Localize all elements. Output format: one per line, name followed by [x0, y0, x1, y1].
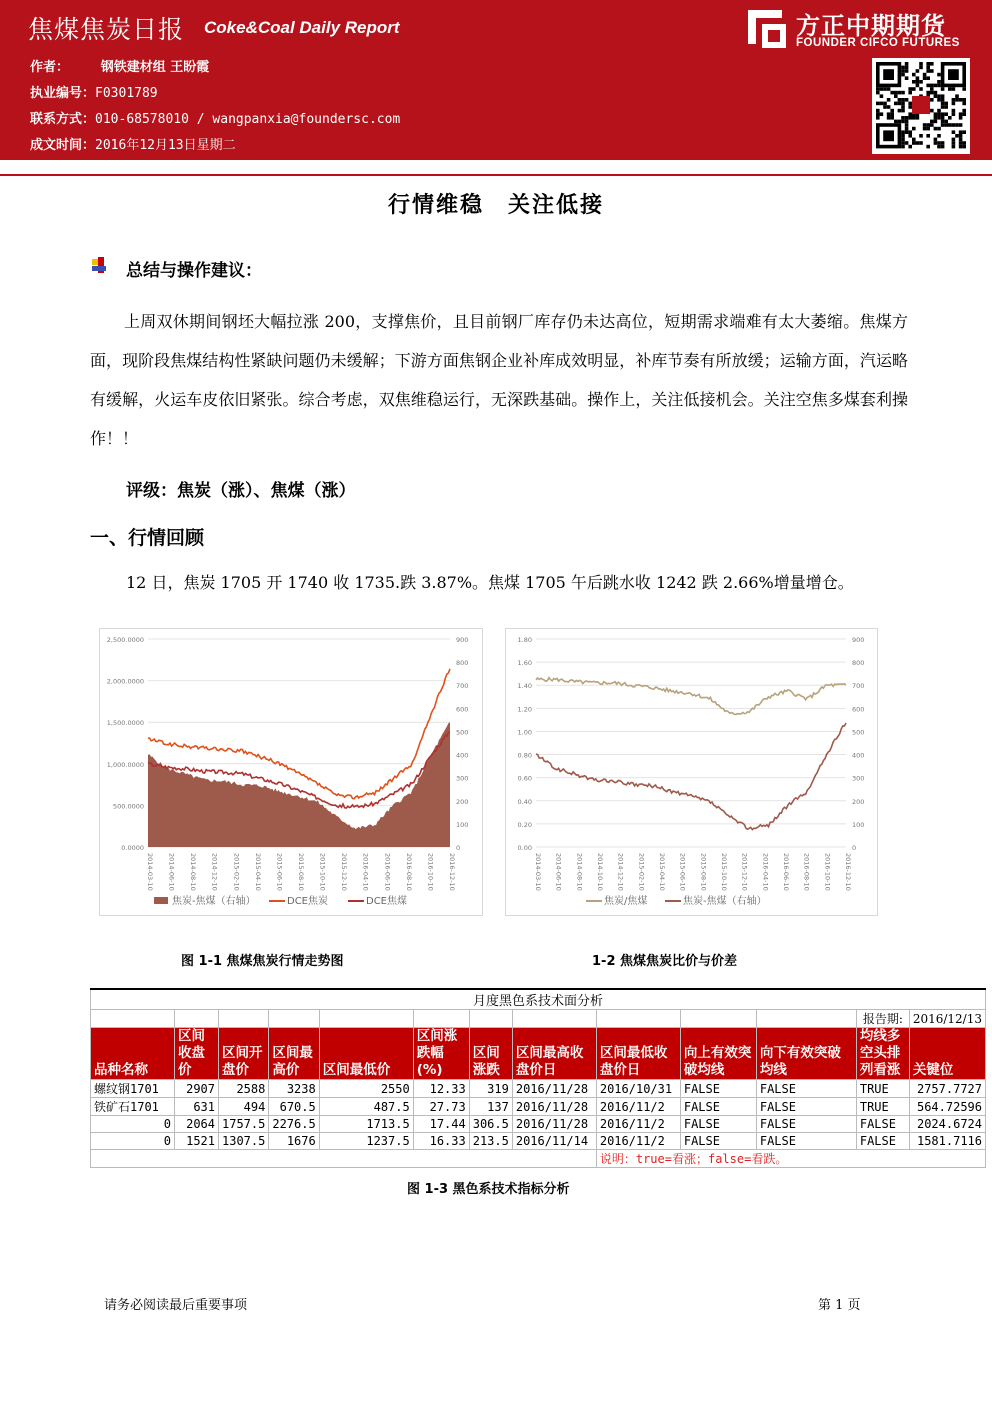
table-cell: 2016/11/14	[512, 1133, 596, 1150]
chart-price-trend	[99, 628, 483, 916]
table-cell: 铁矿石1701	[91, 1098, 175, 1116]
column-header: 区间涨跌	[469, 1028, 512, 1080]
table-cell: FALSE	[756, 1133, 856, 1150]
y-tick-label: 0.80	[517, 751, 532, 760]
figure-caption-1: 图 1-1 焦煤焦炭行情走势图	[181, 954, 344, 969]
report-name: 焦煤焦炭日报	[28, 15, 185, 44]
license-line: 执业编号：F0301789	[30, 86, 158, 101]
table-cell: TRUE	[856, 1098, 909, 1116]
y2-tick-label: 100	[852, 820, 865, 829]
x-tick-label: 2014-06-10	[554, 853, 563, 891]
y2-tick-label: 800	[456, 659, 469, 668]
y-tick-label: 1.60	[517, 659, 532, 668]
table-cell: 16.33	[413, 1133, 469, 1150]
x-tick-label: 2015-04-10	[658, 853, 666, 891]
y2-tick-label: 400	[456, 751, 469, 760]
column-header: 区间收盘价	[175, 1028, 219, 1080]
x-tick-label: 2016-12-10	[448, 853, 456, 891]
table-cell: FALSE	[680, 1116, 756, 1133]
table-note: 说明：true=看涨；false=看跌。	[596, 1150, 985, 1168]
bullet-icon	[92, 257, 108, 273]
table-cell: 3238	[269, 1080, 319, 1098]
y2-tick-label: 0	[456, 844, 461, 852]
y-tick-label: 1.40	[517, 682, 532, 691]
y2-tick-label: 300	[852, 774, 865, 783]
y2-tick-label: 400	[852, 751, 865, 760]
y-tick-label: 0.00	[517, 844, 532, 852]
table-cell: FALSE	[680, 1133, 756, 1150]
table-cell: FALSE	[680, 1098, 756, 1116]
x-tick-label: 2014-03-10	[146, 853, 154, 891]
table-cell: 2016/11/28	[512, 1098, 596, 1116]
y-tick-label: 1,500.0000	[106, 719, 144, 728]
table-cell: 137	[469, 1098, 512, 1116]
table-row	[91, 1116, 986, 1133]
legend-label: 焦炭-焦煤（右轴）	[683, 896, 767, 907]
column-header: 向下有效突破均线	[756, 1028, 856, 1080]
y-tick-label: 500.0000	[112, 802, 144, 811]
x-tick-label: 2016-10-10	[823, 853, 832, 891]
y2-tick-label: 500	[456, 728, 469, 737]
table-cell: FALSE	[756, 1098, 856, 1116]
table-cell: 2016/11/28	[512, 1116, 596, 1133]
market-review-text: 12 日，焦炭 1705 开 1740 收 1735.跌 3.87%。焦煤 1705 午后跳水收 1242 跌 2.66%增量增仓。	[126, 573, 854, 592]
legend-label: 焦炭/焦煤	[604, 896, 648, 907]
section-heading: 一、行情回顾	[90, 527, 205, 549]
x-tick-label: 2014-12-10	[210, 853, 219, 891]
table-row	[91, 1133, 986, 1150]
column-header: 区间最低收盘价日	[596, 1028, 680, 1080]
contact-line: 联系方式：010-68578010 / wangpanxia@foundersc.com	[30, 112, 401, 127]
y2-tick-label: 300	[456, 774, 469, 783]
x-tick-label: 2015-06-10	[275, 853, 284, 891]
table-cell: FALSE	[756, 1080, 856, 1098]
x-tick-label: 2015-02-10	[232, 853, 241, 891]
column-header: 向上有效突破均线	[680, 1028, 756, 1080]
table-cell: 2016/11/2	[596, 1098, 680, 1116]
table-cell: 2757.7727	[909, 1080, 985, 1098]
x-tick-label: 2015-04-10	[253, 853, 262, 891]
table-cell: 1521	[175, 1133, 219, 1150]
table-cell: TRUE	[856, 1080, 909, 1098]
x-tick-label: 2015-10-10	[318, 853, 327, 891]
x-tick-label: 2014-08-10	[575, 853, 584, 891]
x-tick-label: 2015-06-10	[678, 853, 687, 891]
summary-heading: 总结与操作建议：	[126, 261, 262, 281]
table-cell: 2064	[175, 1116, 219, 1133]
table-cell: 631	[175, 1098, 219, 1116]
legend-label: DCE焦煤	[366, 896, 408, 907]
author-line: 作者： 钢铁建材组 王盼霞	[30, 60, 210, 75]
report-name-en: Coke&Coal Daily Report	[204, 18, 400, 37]
table-cell: 306.5	[469, 1116, 512, 1133]
column-header: 区间最高收盘价日	[512, 1028, 596, 1080]
x-tick-label: 2014-12-10	[616, 853, 625, 891]
table-cell: 螺纹钢1701	[91, 1080, 175, 1098]
y-tick-label: 0.60	[517, 774, 532, 783]
table-cell: 1676	[269, 1133, 319, 1150]
page-number: 第 1 页	[818, 1298, 861, 1313]
x-tick-label: 2016-12-10	[844, 853, 852, 891]
report-period-label: 报告期:	[856, 1010, 909, 1028]
table-cell: 1713.5	[319, 1116, 413, 1133]
table-cell: 487.5	[319, 1098, 413, 1116]
x-tick-label: 2015-08-10	[699, 853, 708, 891]
table-cell: 1237.5	[319, 1133, 413, 1150]
y2-tick-label: 100	[456, 820, 469, 829]
header-divider	[0, 174, 992, 176]
y2-tick-label: 200	[852, 797, 865, 806]
founder-logo-icon	[744, 6, 790, 52]
table-cell: 12.33	[413, 1080, 469, 1098]
table-cell: 2550	[319, 1080, 413, 1098]
legend-swatch	[154, 897, 168, 904]
y-tick-label: 2,000.0000	[106, 677, 144, 686]
x-tick-label: 2014-10-10	[596, 853, 604, 891]
y2-tick-label: 700	[852, 682, 865, 691]
table-cell: FALSE	[856, 1133, 909, 1150]
y-tick-label: 1.20	[517, 705, 532, 714]
x-tick-label: 2015-02-10	[637, 853, 646, 891]
y-tick-label: 1,000.0000	[106, 760, 144, 769]
x-tick-label: 2015-10-10	[720, 853, 728, 891]
table-cell: 319	[469, 1080, 512, 1098]
table-cell: 1757.5	[219, 1116, 269, 1133]
figure-caption-2: 1-2 焦煤焦炭比价与价差	[592, 954, 738, 969]
y2-tick-label: 700	[456, 682, 469, 691]
x-tick-label: 2015-12-10	[340, 853, 349, 891]
logo-name: 方正中期期货	[796, 12, 946, 40]
table-cell: 2016/11/28	[512, 1080, 596, 1098]
table-cell: 1581.7116	[909, 1133, 985, 1150]
y2-tick-label: 800	[852, 659, 865, 668]
table-cell: FALSE	[856, 1116, 909, 1133]
technical-analysis-table	[90, 988, 986, 1168]
y2-tick-label: 600	[456, 705, 469, 714]
table-cell: 1307.5	[219, 1133, 269, 1150]
table-cell: 2016/11/2	[596, 1116, 680, 1133]
x-tick-label: 2014-06-10	[167, 853, 176, 891]
x-tick-label: 2016-08-10	[404, 853, 413, 891]
y-tick-label: 0.40	[517, 797, 532, 806]
table-cell: 494	[219, 1098, 269, 1116]
table-row	[91, 1080, 986, 1098]
x-tick-label: 2016-10-10	[426, 853, 435, 891]
logo-name-en: FOUNDER CIFCO FUTURES	[796, 37, 960, 49]
legend-label: 焦炭-焦煤（右轴）	[172, 896, 256, 907]
x-tick-label: 2016-08-10	[802, 853, 811, 891]
table-cell: 2016/11/2	[596, 1133, 680, 1150]
column-header: 区间最高价	[269, 1028, 319, 1080]
x-tick-label: 2015-08-10	[297, 853, 305, 891]
report-period-date: 2016/12/13	[909, 1010, 985, 1028]
table-cell: 2588	[219, 1080, 269, 1098]
y-tick-label: 1.80	[517, 636, 532, 644]
qr-code	[872, 58, 970, 154]
table-row	[91, 1098, 986, 1116]
x-tick-label: 2016-06-10	[782, 853, 790, 891]
y-tick-label: 2,500.0000	[106, 636, 144, 644]
y2-tick-label: 500	[852, 728, 865, 737]
table-cell: 2907	[175, 1080, 219, 1098]
table-cell: 0	[91, 1116, 175, 1133]
summary-text: 上周双休期间钢坯大幅拉涨 200，支撑焦价，且目前钢厂库存仍未达高位，短期需求端难有太大萎缩。焦煤方面，现阶段焦煤结构性紧缺问题仍未缓解；下游方面焦钢企业补库成效明显，补库节奏有所放缓；运输方面，汽运略有缓解，火运车皮依旧紧张。综合考虑，双焦维稳运行，无深跌基础。操作上，关注低接机会。关注空焦多煤套利操作！！	[90, 312, 908, 448]
table-cell: 2016/10/31	[596, 1080, 680, 1098]
y2-tick-label: 600	[852, 705, 865, 714]
y2-tick-label: 900	[852, 636, 865, 644]
column-header: 关键位	[909, 1028, 985, 1080]
date-line: 成文时间：2016年12月13日星期二	[30, 138, 236, 153]
line-series	[536, 678, 846, 715]
x-tick-label: 2016-04-10	[761, 853, 770, 891]
report-header	[0, 0, 992, 160]
x-tick-label: 2016-06-10	[383, 853, 392, 891]
column-header: 均线多空头排列看涨	[856, 1028, 909, 1080]
table-cell: 670.5	[269, 1098, 319, 1116]
column-header: 区间涨跌幅(%)	[413, 1028, 469, 1080]
x-tick-label: 2014-08-10	[189, 853, 198, 891]
table-cell: 2276.5	[269, 1116, 319, 1133]
footer-disclaimer: 请务必阅读最后重要事项	[104, 1298, 248, 1313]
table-cell: 27.73	[413, 1098, 469, 1116]
y2-tick-label: 0	[852, 844, 857, 852]
y2-tick-label: 200	[456, 797, 469, 806]
table-cell: 564.72596	[909, 1098, 985, 1116]
table-cell: 213.5	[469, 1133, 512, 1150]
founder-logo	[744, 6, 974, 54]
table-cell: 0	[91, 1133, 175, 1150]
rating: 评级：焦炭（涨）、焦煤（涨）	[126, 481, 356, 501]
column-header: 区间最低价	[319, 1028, 413, 1080]
x-tick-label: 2014-03-10	[534, 853, 542, 891]
table-cell: 2024.6724	[909, 1116, 985, 1133]
report-title: 行情维稳 关注低接	[387, 193, 604, 218]
x-tick-label: 2016-04-10	[361, 853, 370, 891]
table-cell: FALSE	[680, 1080, 756, 1098]
y-tick-label: 0.20	[517, 820, 532, 829]
chart-ratio-spread	[505, 628, 878, 916]
line-series	[536, 723, 846, 830]
x-tick-label: 2015-12-10	[740, 853, 749, 891]
column-header: 区间开盘价	[219, 1028, 269, 1080]
column-header: 品种名称	[91, 1028, 175, 1080]
legend-label: DCE焦炭	[287, 896, 329, 907]
figure-caption-3: 图 1-3 黑色系技术指标分析	[407, 1182, 570, 1197]
y-tick-label: 0.0000	[121, 844, 144, 852]
y2-tick-label: 900	[456, 636, 469, 644]
area-series	[148, 722, 450, 847]
table-cell: FALSE	[756, 1116, 856, 1133]
table-title: 月度黑色系技术面分析	[91, 989, 986, 1010]
table-header-row	[91, 1028, 986, 1080]
y-tick-label: 1.00	[517, 728, 532, 737]
table-cell: 17.44	[413, 1116, 469, 1133]
